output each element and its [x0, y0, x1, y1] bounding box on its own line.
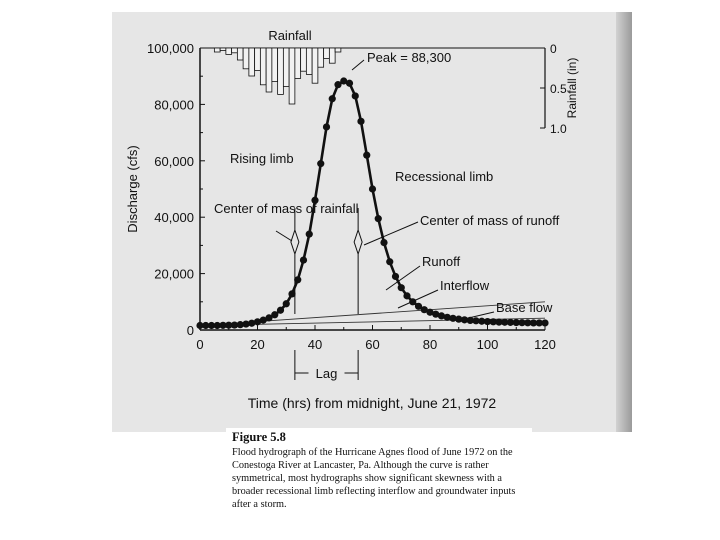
x-tick-label: 40 [307, 337, 323, 352]
rainfall-bar [243, 48, 249, 69]
x-tick-label: 100 [476, 337, 499, 352]
rainfall-tick-label: 1.0 [550, 122, 567, 136]
figure-number: Figure 5.8 [232, 430, 286, 444]
rainfall-bar [260, 48, 266, 85]
rainfall-bar [324, 48, 330, 58]
center-rainfall-label: Center of mass of rainfall [214, 201, 359, 216]
rainfall-center-marker [291, 208, 299, 314]
rainfall-bar [220, 48, 226, 50]
discharge-point [306, 231, 313, 238]
figure-caption [226, 428, 532, 520]
discharge-point [403, 292, 410, 299]
rainfall-bar [289, 48, 295, 104]
rainfall-bar [272, 48, 278, 82]
discharge-point [369, 185, 376, 192]
rainfall-bars [214, 48, 341, 104]
discharge-point [380, 239, 387, 246]
rainfall-center-leader [276, 231, 292, 241]
peak-label: Peak = 88,300 [367, 50, 452, 65]
discharge-point [283, 300, 290, 307]
y-tick-label: 40,000 [154, 210, 194, 226]
rainfall-bar [232, 48, 238, 53]
runoff-center-marker [354, 208, 362, 314]
discharge-point [271, 311, 278, 318]
interflow-label: Interflow [440, 278, 490, 293]
rainfall-bar [301, 48, 307, 71]
y-ticks [147, 41, 205, 338]
rainfall-tick-label: 0 [550, 42, 557, 56]
rainfall-bar [278, 48, 284, 94]
discharge-point [352, 92, 359, 99]
rainfall-bar [318, 48, 324, 67]
discharge-point [392, 273, 399, 280]
x-tick-label: 120 [534, 337, 556, 352]
discharge-point [329, 95, 336, 102]
rainfall-bar [312, 48, 318, 83]
x-tick-label: 80 [422, 337, 438, 352]
lag-label: Lag [315, 366, 338, 381]
center-runoff-label: Center of mass of runoff [420, 213, 560, 228]
y-tick-label: 0 [186, 323, 194, 338]
y-tick-label: 80,000 [154, 97, 194, 113]
discharge-point [541, 319, 548, 326]
peak-leader-line [352, 60, 364, 70]
discharge-point [323, 123, 330, 130]
discharge-point [317, 160, 324, 167]
rising-limb-label: Rising limb [230, 151, 294, 166]
discharge-point [357, 118, 364, 125]
rainfall-tick-label: 0.5 [550, 82, 567, 96]
rainfall-bar [306, 48, 312, 74]
y-tick-label: 100,000 [147, 41, 194, 56]
discharge-point [375, 215, 382, 222]
rainfall-bar [335, 48, 341, 52]
rainfall-label: Rainfall [268, 28, 312, 43]
rainfall-bar [329, 48, 335, 63]
rainfall-bar [255, 48, 261, 70]
discharge-point [398, 284, 405, 291]
rainfall-bar [266, 48, 272, 92]
x-ticks [196, 325, 555, 352]
discharge-point [363, 152, 370, 159]
rainfall-bar [214, 48, 220, 52]
rainfall-bar [226, 48, 232, 54]
discharge-point [346, 80, 353, 87]
y-tick-label: 20,000 [154, 266, 194, 282]
x-tick-label: 20 [250, 337, 265, 352]
rainfall-bar [237, 48, 243, 60]
runoff-label: Runoff [422, 254, 461, 269]
discharge-point [300, 256, 307, 263]
caption-text: Flood hydrograph of the Hurricane Agnes flood of June 1972 on the Conestoga River at Lancaster, Pa. Although the curve is rather symmetrical, most hydrographs show significant skewness with a broader recessional limb reflecting interflow and groundwater inputs after a storm. [232, 447, 516, 510]
discharge-point [277, 307, 284, 314]
discharge-point [386, 258, 393, 265]
y-tick-label: 60,000 [154, 153, 194, 169]
recessional-limb-label: Recessional limb [395, 169, 494, 184]
runoff-center-leader [364, 222, 418, 245]
y-axis-title: Discharge (cfs) [125, 145, 140, 233]
rainfall-bar [295, 48, 301, 78]
rainfall-bar [283, 48, 289, 86]
x-tick-label: 60 [365, 337, 380, 352]
x-tick-label: 0 [196, 337, 204, 352]
rainfall-bar [249, 48, 255, 76]
rainfall-axis-title: Rainfall (in) [565, 57, 579, 119]
base-flow-label: Base flow [496, 300, 553, 315]
x-axis-title: Time (hrs) from midnight, June 21, 1972 [247, 395, 497, 411]
rainfall-ticks [540, 42, 567, 136]
